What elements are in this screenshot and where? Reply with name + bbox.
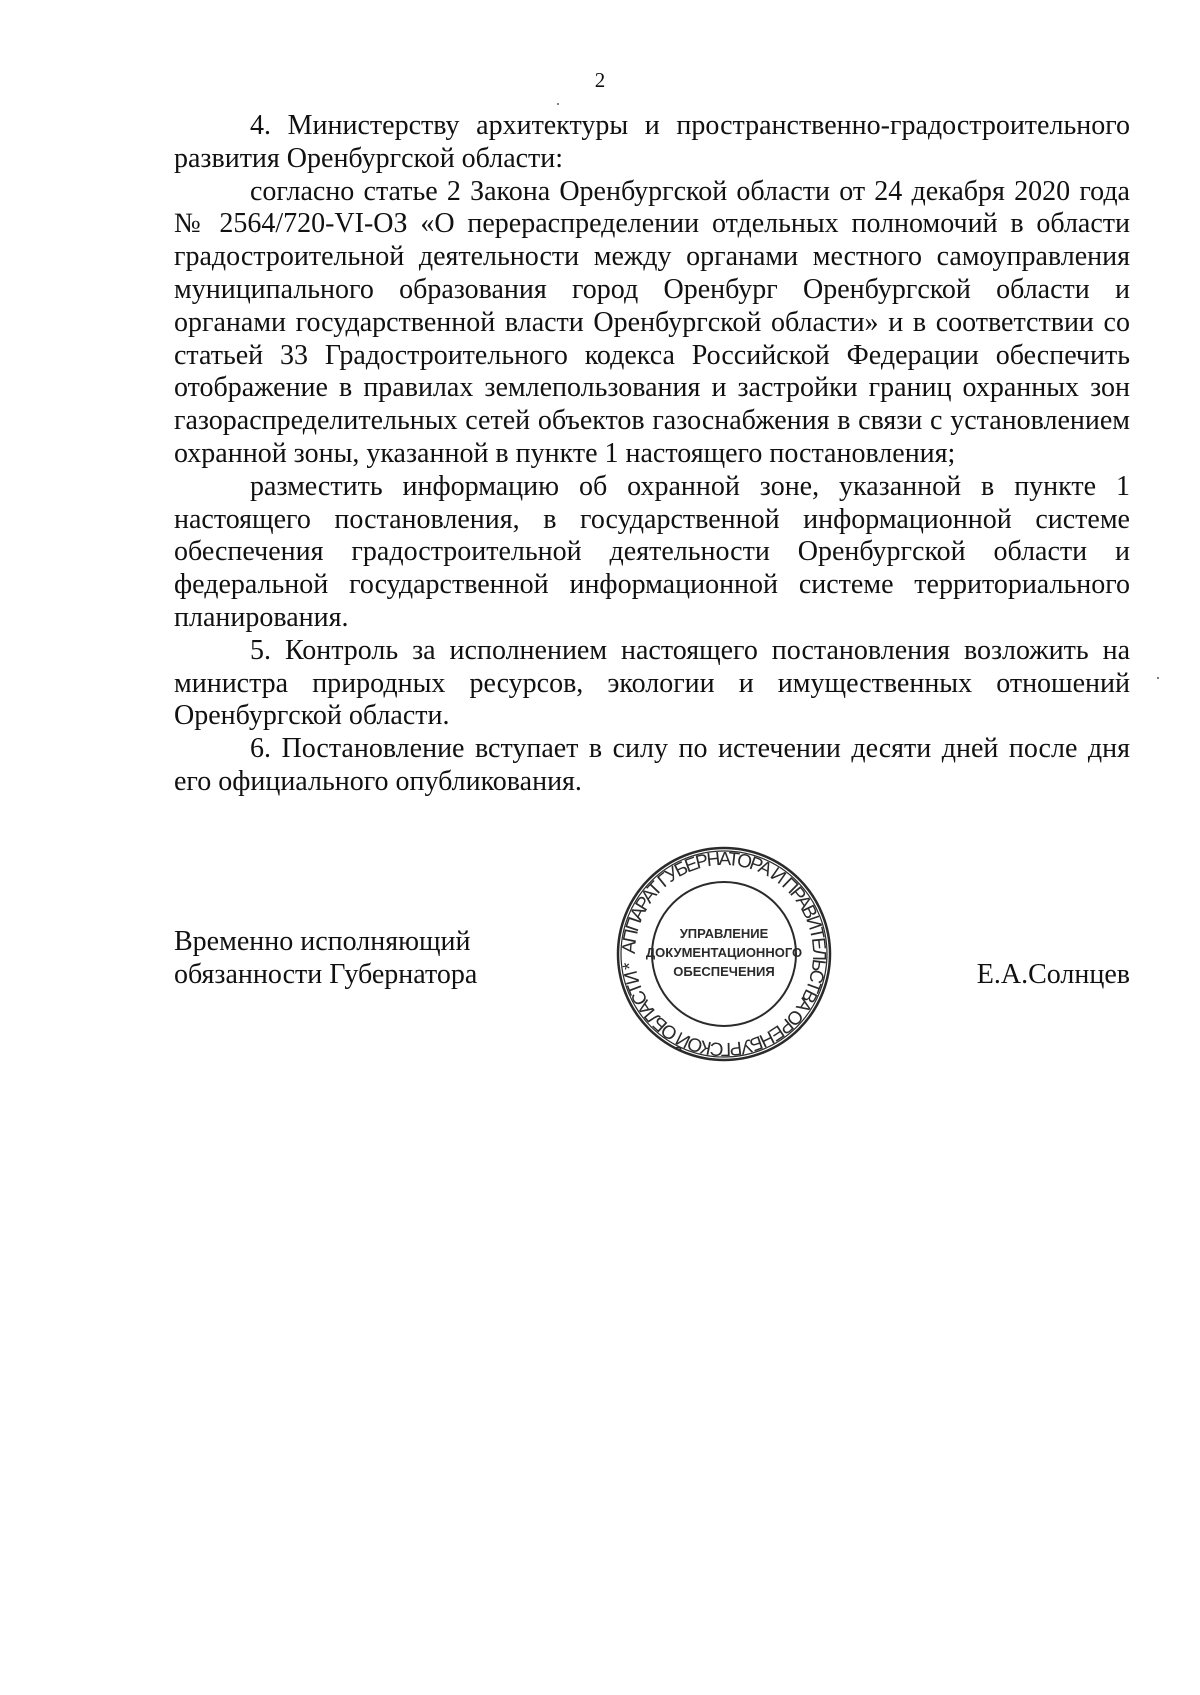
signer-title-line-1: Временно исполняющий bbox=[174, 926, 471, 957]
official-stamp bbox=[613, 843, 835, 1065]
paragraph-item-4-subitem-2: разместить информацию об охранной зоне, указанной в пункте 1 настоящего постановления, в государственной информационной системе обеспечения градостроительной деятельности Оренбургской области и федеральной государственной информационной системе территориального планирования. bbox=[174, 470, 1130, 633]
signer-name: Е.А.Солнцев bbox=[976, 959, 1130, 990]
stamp-outer-text-path: АППАРАТ ГУБЕРНАТОРА И ПРАВИТЕЛЬСТВА ОРЕНБУРГСКОЙ ОБЛАСТИ * bbox=[618, 848, 830, 1060]
paragraph-item-4-subitem-1: согласно статье 2 Закона Оренбургской области от 24 декабря 2020 года № 2564/720-VI-ОЗ «О перераспределении отдельных полномочий в области градостроительной деятельности между органами местного самоуправления муниципального образования город Оренбург Оренбургской области и органами государственной власти Оренбургской области» и в соответствии со статьей 33 Градостроительного кодекса Российской Федерации обеспечить отображение в правилах землепользования и застройки границ охранных зон газораспределительных сетей объектов газоснабжения в связи с установлением охранной зоны, указанной в пункте 1 настоящего постановления; bbox=[174, 175, 1130, 469]
document-body bbox=[174, 110, 1130, 799]
stamp-center-line-1: УПРАВЛЕНИЕ bbox=[679, 926, 769, 941]
scan-artifact bbox=[1157, 677, 1159, 679]
stamp-center-line-3: ОБЕСПЕЧЕНИЯ bbox=[673, 964, 775, 979]
signer-title-line-2: обязанности Губернатора bbox=[174, 959, 478, 990]
page-number: 2 bbox=[594, 68, 606, 92]
stamp-center-line-2: ДОКУМЕНТАЦИОННОГО bbox=[645, 945, 803, 960]
paragraph-item-4: 4. Министерству архитектуры и пространственно-градостроительного развития Оренбургской области: bbox=[174, 110, 1130, 174]
paragraph-item-6: 6. Постановление вступает в силу по истечении десяти дней после дня его официального опубликования. bbox=[174, 733, 1130, 797]
paragraph-item-5: 5. Контроль за исполнением настоящего постановления возложить на министра природных ресурсов, экологии и имущественных отношений Оренбургской области. bbox=[174, 634, 1130, 732]
scan-artifact bbox=[557, 103, 559, 105]
signer-title bbox=[174, 925, 477, 991]
